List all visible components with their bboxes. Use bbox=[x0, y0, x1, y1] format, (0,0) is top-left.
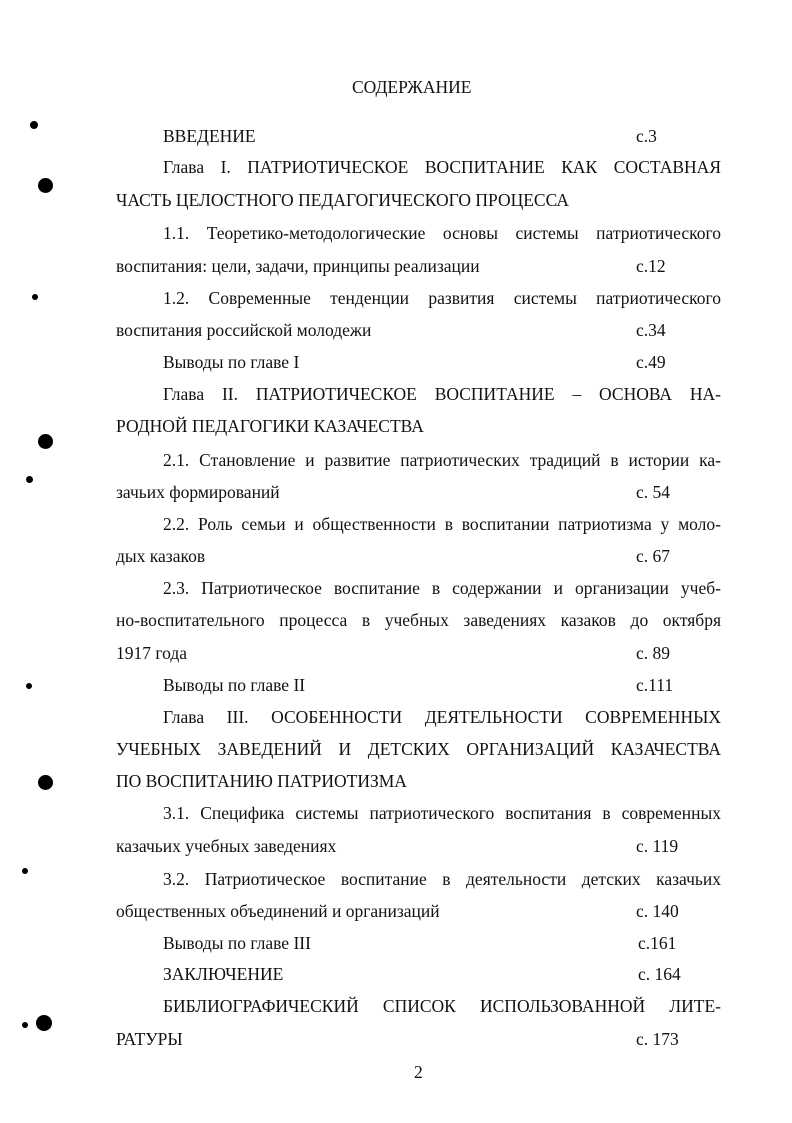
chapter-3-heading: УЧЕБНЫХ ЗАВЕДЕНИЙ И ДЕТСКИХ ОРГАНИЗАЦИЙ КАЗАЧЕСТВА bbox=[116, 739, 721, 759]
toc-item: 1.1. Теоретико-методологические основы системы патриотического bbox=[163, 223, 721, 243]
toc-item: Выводы по главе II bbox=[163, 675, 306, 695]
punch-hole bbox=[36, 1015, 52, 1031]
toc-item: зачьих формирований bbox=[116, 482, 280, 502]
toc-page: с. 164 bbox=[638, 964, 681, 984]
toc-item: Выводы по главе I bbox=[163, 352, 300, 372]
chapter-2-heading: РОДНОЙ ПЕДАГОГИКИ КАЗАЧЕСТВА bbox=[116, 416, 424, 436]
toc-item: 2.1. Становление и развитие патриотических традиций в истории ка- bbox=[163, 450, 721, 470]
punch-hole bbox=[32, 294, 38, 300]
toc-bibliography: БИБЛИОГРАФИЧЕСКИЙ СПИСОК ИСПОЛЬЗОВАННОЙ ЛИТЕ- bbox=[163, 996, 721, 1016]
toc-item: воспитания: цели, задачи, принципы реализации bbox=[116, 256, 480, 276]
page-title: СОДЕРЖАНИЕ bbox=[352, 77, 472, 97]
punch-hole bbox=[22, 868, 28, 874]
punch-hole bbox=[30, 121, 38, 129]
toc-page: с.49 bbox=[636, 352, 666, 372]
toc-page: с. 140 bbox=[636, 901, 679, 921]
chapter-2-heading: Глава II. ПАТРИОТИЧЕСКОЕ ВОСПИТАНИЕ – ОСНОВА НА- bbox=[163, 384, 721, 404]
toc-item: общественных объединений и организаций bbox=[116, 901, 440, 921]
toc-item: 3.2. Патриотическое воспитание в деятельности детских казачьих bbox=[163, 869, 721, 889]
toc-item: 1917 года bbox=[116, 643, 188, 663]
chapter-3-heading: ПО ВОСПИТАНИЮ ПАТРИОТИЗМА bbox=[116, 771, 407, 791]
toc-page: с.3 bbox=[636, 126, 657, 146]
toc-page: с. 89 bbox=[636, 643, 671, 663]
punch-hole bbox=[38, 434, 53, 449]
toc-page: с.34 bbox=[636, 320, 666, 340]
toc-item: дых казаков bbox=[116, 546, 206, 566]
toc-conclusion: ЗАКЛЮЧЕНИЕ bbox=[163, 964, 284, 984]
toc-intro: ВВЕДЕНИЕ bbox=[163, 126, 256, 146]
toc-page: с.111 bbox=[636, 675, 674, 695]
chapter-1-heading: Глава I. ПАТРИОТИЧЕСКОЕ ВОСПИТАНИЕ КАК СОСТАВНАЯ bbox=[163, 157, 721, 177]
punch-hole bbox=[38, 775, 53, 790]
toc-item: 2.3. Патриотическое воспитание в содержании и организации учеб- bbox=[163, 578, 721, 598]
toc-page: с. 54 bbox=[636, 482, 671, 502]
toc-page: с. 173 bbox=[636, 1029, 679, 1049]
toc-bibliography: РАТУРЫ bbox=[116, 1029, 183, 1049]
punch-hole bbox=[26, 683, 32, 689]
chapter-1-heading: ЧАСТЬ ЦЕЛОСТНОГО ПЕДАГОГИЧЕСКОГО ПРОЦЕССА bbox=[116, 190, 570, 210]
toc-page: с.161 bbox=[638, 933, 677, 953]
toc-item: но-воспитательного процесса в учебных заведениях казаков до октября bbox=[116, 610, 721, 630]
page-number: 2 bbox=[414, 1062, 423, 1082]
toc-item: 1.2. Современные тенденции развития системы патриотического bbox=[163, 288, 721, 308]
toc-item: 3.1. Специфика системы патриотического воспитания в современных bbox=[163, 803, 721, 823]
toc-item: 2.2. Роль семьи и общественности в воспитании патриотизма у моло- bbox=[163, 514, 721, 534]
toc-page: с. 67 bbox=[636, 546, 671, 566]
punch-hole bbox=[38, 178, 53, 193]
chapter-3-heading: Глава III. ОСОБЕННОСТИ ДЕЯТЕЛЬНОСТИ СОВРЕМЕННЫХ bbox=[163, 707, 721, 727]
punch-hole bbox=[26, 476, 33, 483]
toc-page: с.12 bbox=[636, 256, 666, 276]
toc-page: с. 119 bbox=[636, 836, 679, 856]
punch-hole bbox=[22, 1022, 28, 1028]
toc-item: Выводы по главе III bbox=[163, 933, 311, 953]
toc-item: воспитания российской молодежи bbox=[116, 320, 372, 340]
toc-item: казачьих учебных заведениях bbox=[116, 836, 337, 856]
